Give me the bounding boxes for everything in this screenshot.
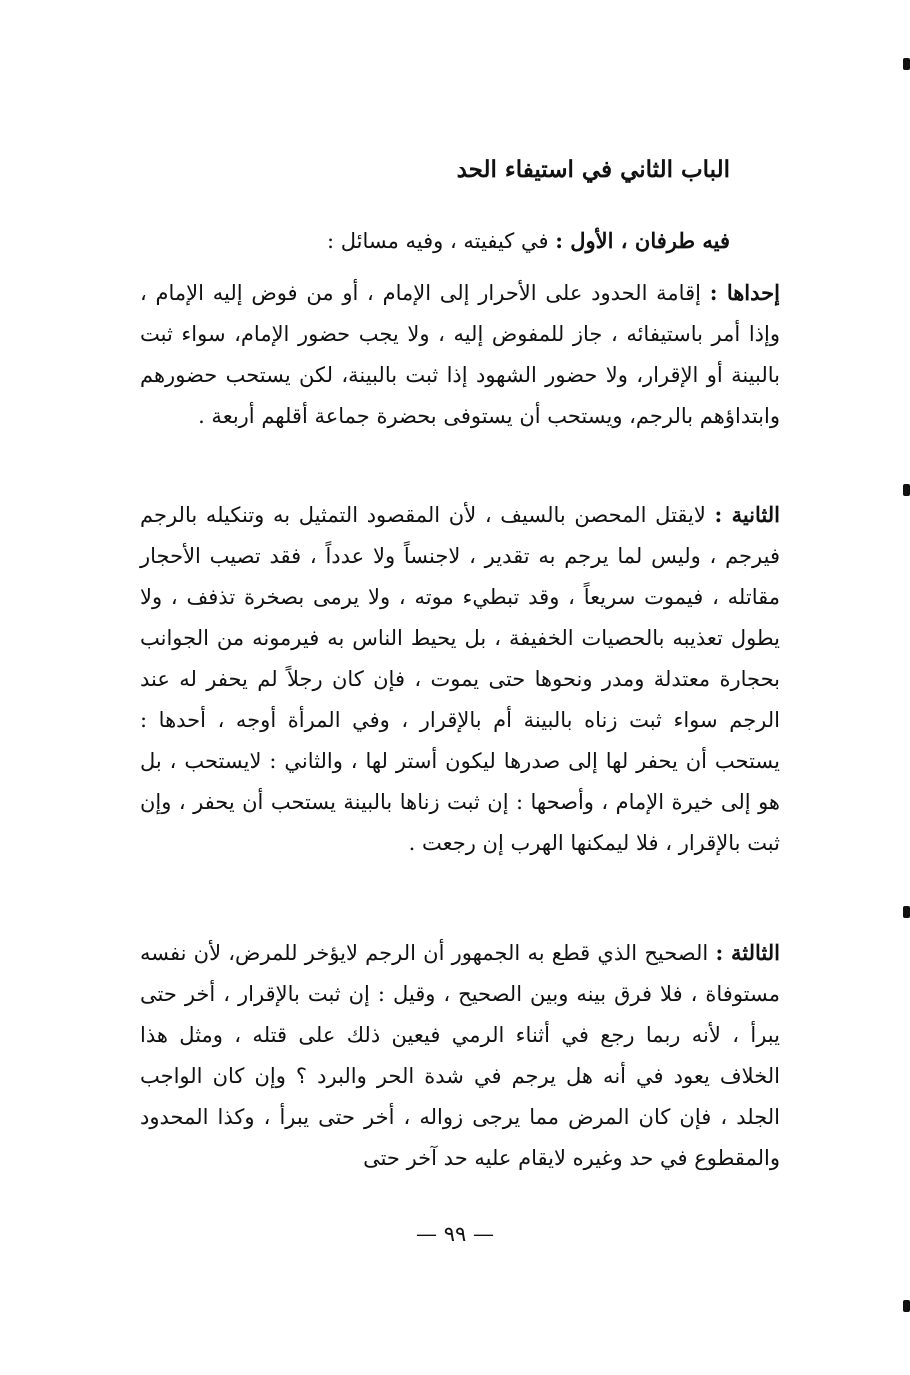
section-intro-text: في كيفيته ، وفيه مسائل :	[326, 229, 549, 253]
scan-edge-mark	[903, 484, 910, 496]
paragraph-issue-1	[140, 272, 780, 437]
paragraph-lead: الثالثة :	[715, 940, 780, 965]
paragraph-text: لايقتل المحصن بالسيف ، لأن المقصود التمثيل به وتنكيله بالرجم فيرجم ، وليس لما يرجم به تقدير ، لاجنساً ولا عدداً ، فقد تصيب الأحجار مقاتله ، فيموت سريعاً ، وقد تبطيء موته ، ولا يرمى بصخرة تذفف ، ولا يطول تعذيبه بالحصيات الخفيفة ، بل يحيط الناس به فيرمونه من الجوانب بحجارة معتدلة ومدر ونحوها حتى يموت ، فإن كان رجلاً لم يحفر له عند الرجم سواء ثبت زناه بالبينة أم بالإقرار ، وفي المرأة أوجه ، أحدها : يستحب أن يحفر لها إلى صدرها ليكون أستر لها ، والثاني : لايستحب ، بل هو إلى خيرة الإمام ، وأصحها : إن ثبت زناها بالبينة يستحب أن يحفر ، وإن ثبت بالإقرار ، فلا ليمكنها الهرب إن رجعت .	[140, 503, 780, 855]
paragraph-text: الصحيح الذي قطع به الجمهور أن الرجم لايؤخر للمرض، لأن نفسه مستوفاة ، فلا فرق بينه وبين الصحيح ، وقيل : إن ثبت بالإقرار ، أخر حتى يبرأ ، لأنه ربما رجع في أثناء الرمي فيعين ذلك على قتله ، ومثل هذا الخلاف يعود في أنه هل يرجم في شدة الحر والبرد ؟ وإن كان الواجب الجلد ، فإن كان المرض مما يرجى زواله ، أخر حتى يبرأ ، وكذا المحدود والمقطوع في حد وغيره لايقام عليه حد آخر حتى	[140, 941, 780, 1170]
scan-edge-mark	[903, 906, 910, 918]
paragraph-issue-2	[140, 494, 780, 864]
paragraph-lead: الثانية :	[714, 502, 780, 527]
section-intro-lead: فيه طرفان ، الأول :	[555, 228, 730, 253]
page-number: — ٩٩ —	[416, 1222, 494, 1246]
chapter-title: الباب الثاني في استيفاء الحد	[456, 156, 730, 183]
scan-edge-mark	[903, 58, 910, 70]
paragraph-issue-3	[140, 932, 780, 1179]
paragraph-lead: إحداها :	[709, 280, 780, 305]
scan-edge-mark	[903, 1300, 910, 1312]
paragraph-text: إقامة الحدود على الأحرار إلى الإمام ، أو من فوض إليه الإمام ، وإذا أمر باستيفائه ، جاز للمفوض إليه ، ولا يجب حضور الإمام، سواء ثبت بالبينة أو الإقرار، ولا حضور الشهود إذا ثبت بالبينة، لكن يستحب حضورهم وابتداؤهم بالرجم، ويستحب أن يستوفى بحضرة جماعة أقلهم أربعة .	[140, 281, 780, 428]
section-intro	[327, 228, 730, 253]
